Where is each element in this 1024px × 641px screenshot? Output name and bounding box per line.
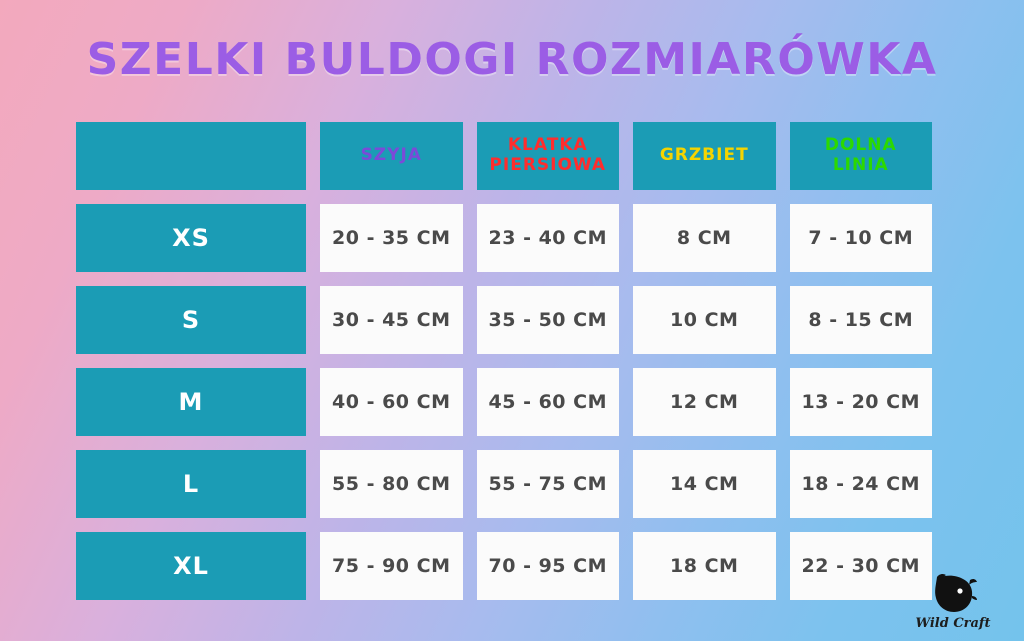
cell-xs-klatka: 23 - 40 CM — [477, 204, 620, 272]
header-grzbiet: GRZBIET — [633, 122, 776, 190]
cell-s-klatka: 35 - 50 CM — [477, 286, 620, 354]
cell-xl-szyja: 75 - 90 CM — [320, 532, 463, 600]
cell-l-szyja: 55 - 80 CM — [320, 450, 463, 518]
size-label-l: L — [76, 450, 306, 518]
size-table — [76, 122, 932, 600]
size-label-s: S — [76, 286, 306, 354]
cell-s-szyja: 30 - 45 CM — [320, 286, 463, 354]
table-row — [76, 204, 932, 272]
table-row — [76, 532, 932, 600]
table-header-row — [76, 122, 932, 190]
table-row — [76, 368, 932, 436]
brand-logo — [908, 571, 998, 631]
table-row — [76, 286, 932, 354]
cell-l-klatka: 55 - 75 CM — [477, 450, 620, 518]
cell-m-grzbiet: 12 CM — [633, 368, 776, 436]
cell-s-grzbiet: 10 CM — [633, 286, 776, 354]
page-title: SZELKI BULDOGI ROZMIARÓWKA — [86, 34, 938, 85]
brand-name: Wild Craft — [915, 616, 991, 631]
cell-xl-klatka: 70 - 95 CM — [477, 532, 620, 600]
cell-xs-grzbiet: 8 CM — [633, 204, 776, 272]
table-row — [76, 450, 932, 518]
cell-s-dolna: 8 - 15 CM — [790, 286, 933, 354]
size-label-xl: XL — [76, 532, 306, 600]
cell-m-klatka: 45 - 60 CM — [477, 368, 620, 436]
header-dolna-linia: DOLNA LINIA — [790, 122, 933, 190]
cell-xl-dolna: 22 - 30 CM — [790, 532, 933, 600]
cell-l-grzbiet: 14 CM — [633, 450, 776, 518]
header-corner — [76, 122, 306, 190]
header-szyja: SZYJA — [320, 122, 463, 190]
cell-m-szyja: 40 - 60 CM — [320, 368, 463, 436]
cell-xs-szyja: 20 - 35 CM — [320, 204, 463, 272]
size-label-xs: XS — [76, 204, 306, 272]
cell-m-dolna: 13 - 20 CM — [790, 368, 933, 436]
cell-xs-dolna: 7 - 10 CM — [790, 204, 933, 272]
cell-l-dolna: 18 - 24 CM — [790, 450, 933, 518]
cell-xl-grzbiet: 18 CM — [633, 532, 776, 600]
dog-head-icon — [927, 571, 979, 615]
header-klatka-piersiowa: KLATKA PIERSIOWA — [477, 122, 620, 190]
size-label-m: M — [76, 368, 306, 436]
